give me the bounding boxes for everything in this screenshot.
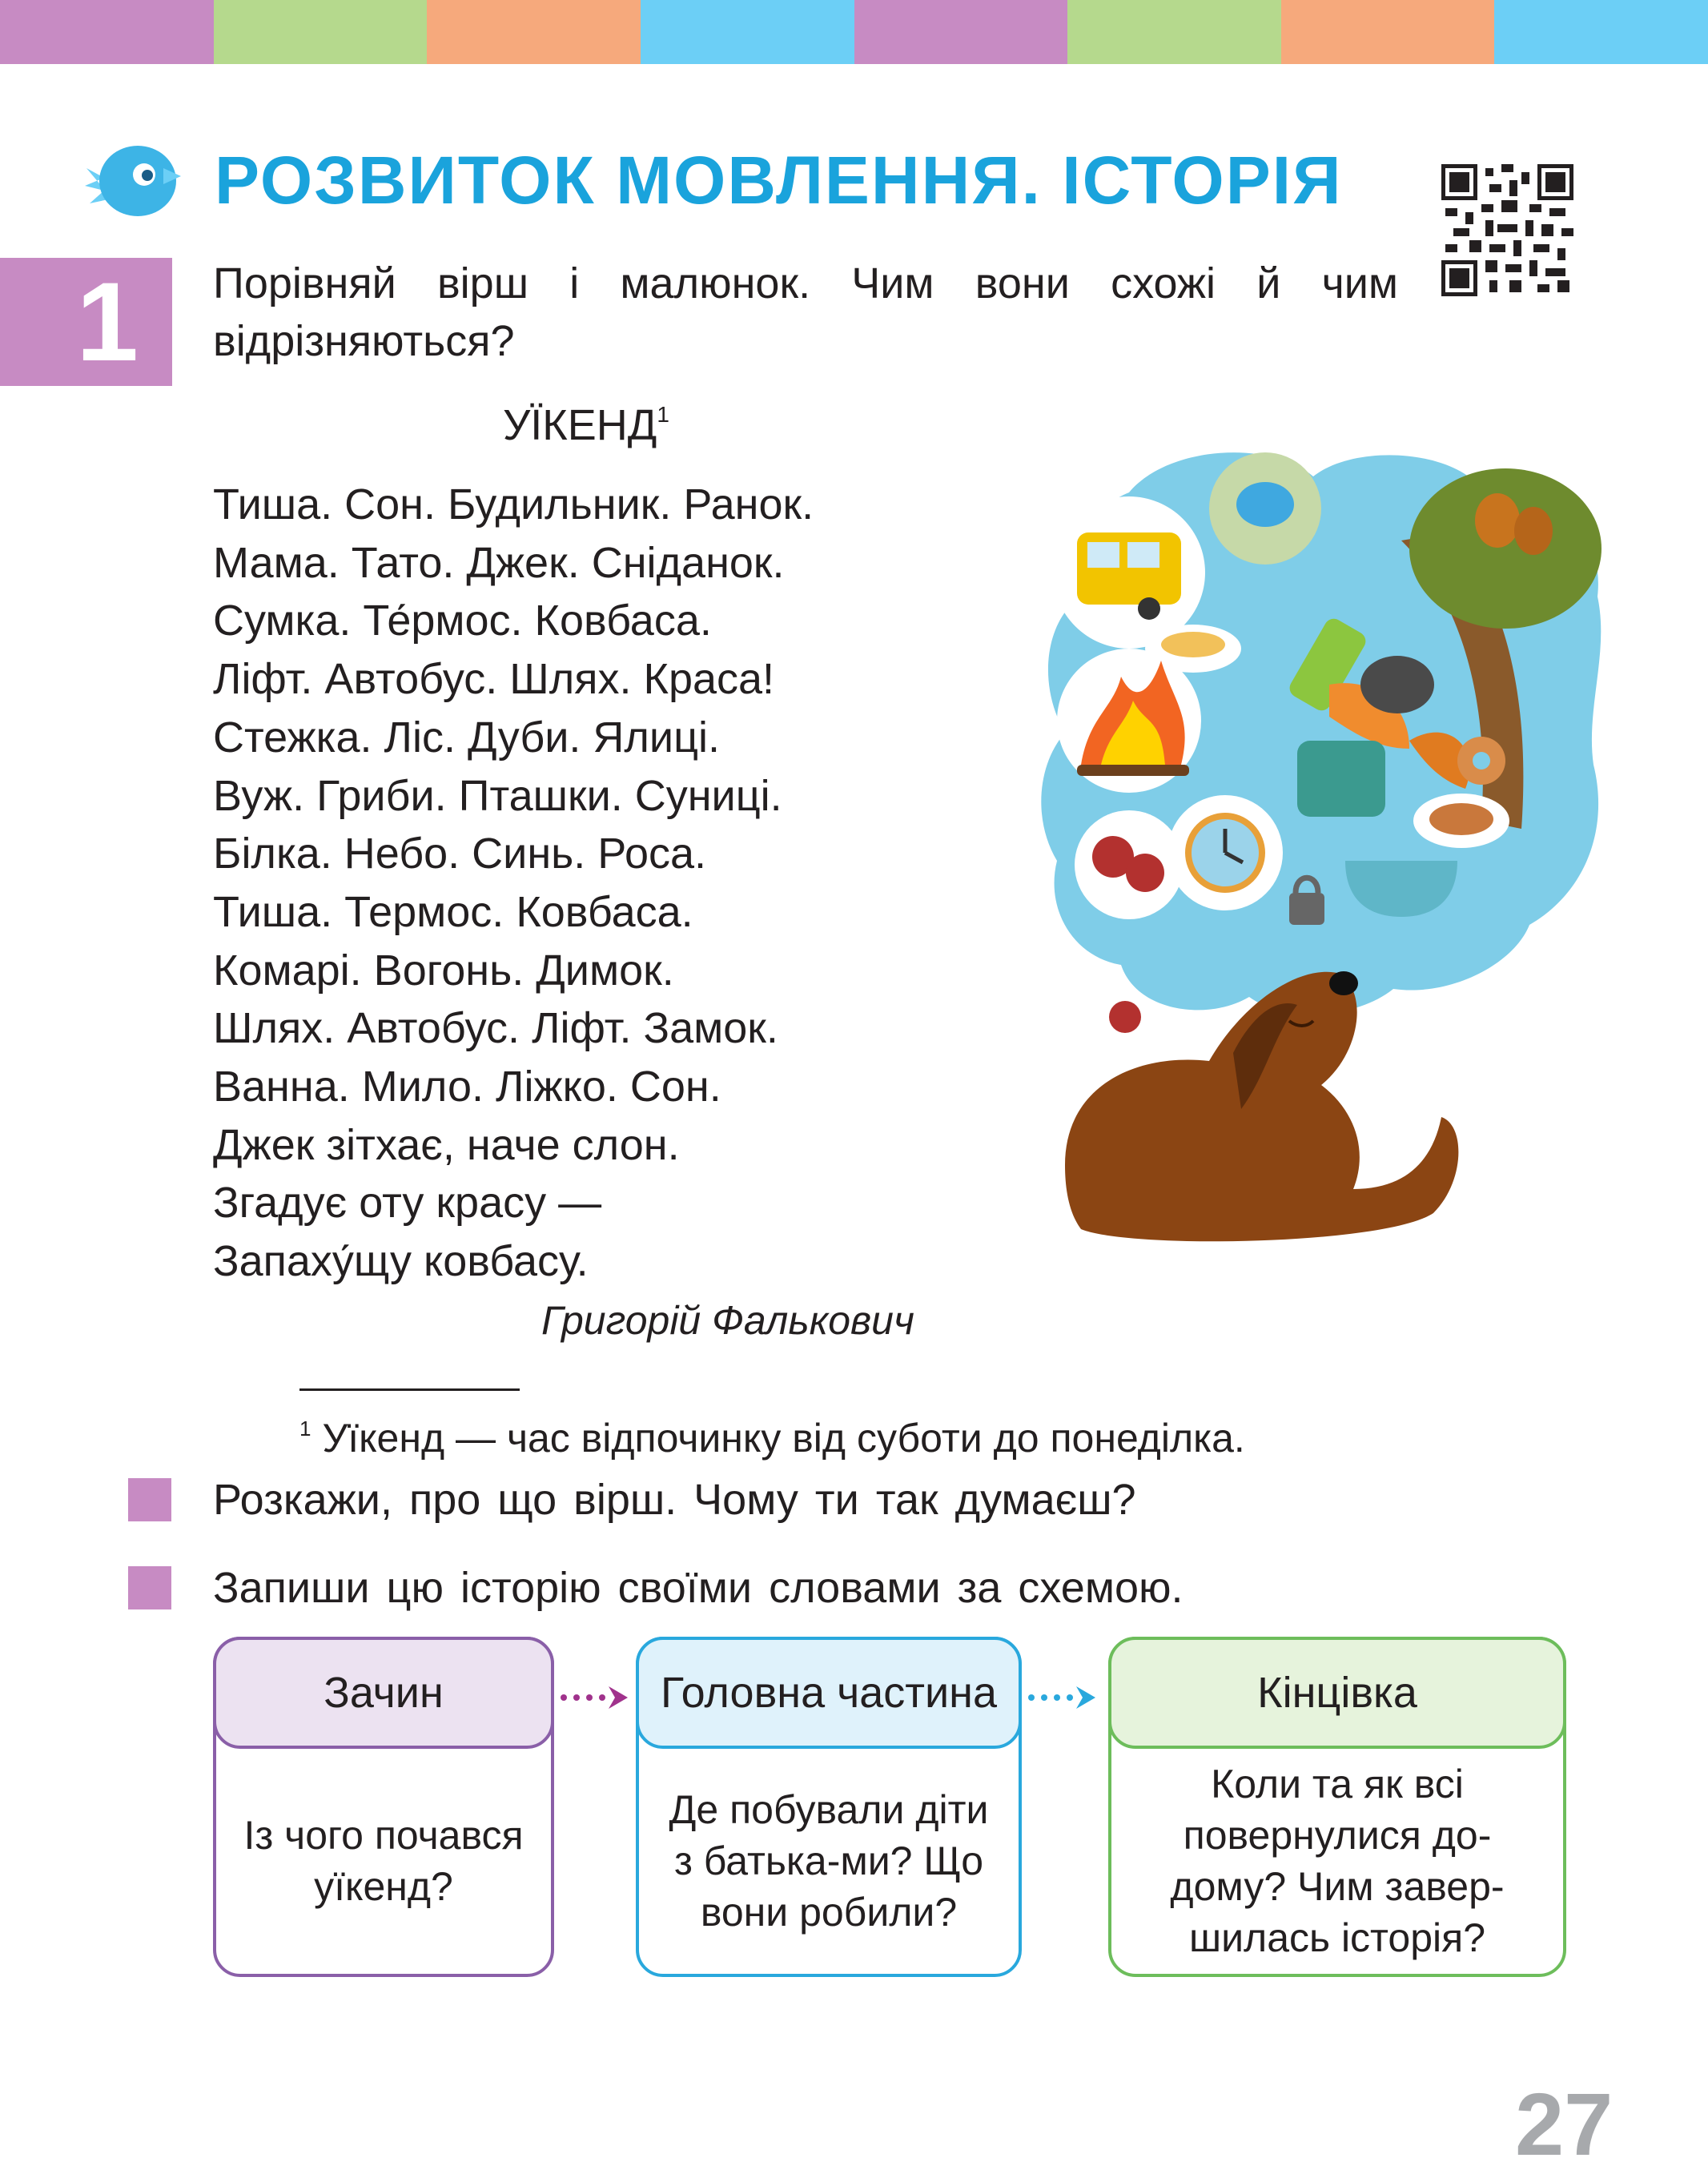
question-item xyxy=(128,1563,1184,1613)
band-segment xyxy=(427,0,641,64)
dreaming-dog-illustration xyxy=(1033,444,1610,1257)
page-title: РОЗВИТОК МОВЛЕННЯ. ІСТОРІЯ xyxy=(215,143,1343,218)
question-text: Запиши цю історію своїми словами за схемою. xyxy=(213,1564,1184,1612)
footnote-mark: 1 xyxy=(657,402,669,427)
task-instruction: Порівняй вірш і малюнок. Чим вони схожі й чим відрізняються? xyxy=(213,259,1398,365)
scheme-question: Де побували діти з батька-ми? Що вони робили? xyxy=(669,1786,989,1935)
poem-line: Ванна. Мило. Ліжко. Сон. xyxy=(213,1063,721,1111)
qr-code-icon[interactable] xyxy=(1441,164,1573,296)
poem-line: Білка. Небо. Синь. Роса. xyxy=(213,830,707,878)
footnote-text: Уїкенд — час відпочинку від суботи до понеділка. xyxy=(322,1416,1245,1461)
poem-line: Тиша. Сон. Будильник. Ранок. xyxy=(213,480,814,528)
top-color-band xyxy=(0,0,1708,64)
poem-line: Стежка. Ліс. Дуби. Ялиці. xyxy=(213,713,721,761)
band-segment xyxy=(1281,0,1495,64)
scheme-heading: Головна частина xyxy=(636,1637,1022,1749)
scheme-question: Коли та як всі повернулися до-дому? Чим завер-шилась історія? xyxy=(1170,1761,1505,1960)
scheme-question: Із чого почався уїкенд? xyxy=(243,1812,524,1909)
band-segment xyxy=(0,0,214,64)
band-segment xyxy=(641,0,854,64)
band-segment xyxy=(1067,0,1281,64)
task-number: 1 xyxy=(0,258,172,386)
question-text: Розкажи, про що вірш. Чому ти так думаєш? xyxy=(213,1476,1136,1524)
scheme-heading: Зачин xyxy=(213,1637,554,1749)
band-segment xyxy=(1494,0,1708,64)
footnote xyxy=(299,1403,1245,1464)
scheme-heading: Кінцівка xyxy=(1108,1637,1566,1749)
poem-title-text: УЇКЕНД xyxy=(503,401,657,449)
bird-icon xyxy=(80,136,184,224)
poem-line: Тиша. Термос. Ковбаса. xyxy=(213,887,693,936)
poem-line: Сумка. Те́рмос. Ковбаса. xyxy=(213,597,712,645)
poem-line: Ліфт. Автобус. Шлях. Краса! xyxy=(213,655,775,704)
poem-line: Вуж. Гриби. Пташки. Суниці. xyxy=(213,771,782,820)
poem-line: Комарі. Вогонь. Димок. xyxy=(213,946,674,995)
section-marker xyxy=(80,136,184,224)
question-item xyxy=(128,1475,1136,1525)
scheme-box-opening xyxy=(213,1637,554,1977)
dotted-arrow-icon xyxy=(1022,1682,1102,1714)
page-number: 27 xyxy=(1515,2076,1614,2174)
scheme-box-ending xyxy=(1108,1637,1566,1977)
footnote-mark: 1 xyxy=(299,1417,311,1441)
poem-body xyxy=(213,476,814,1291)
poem-line: Запаху́щу ковбасу. xyxy=(213,1237,589,1286)
footnote-divider xyxy=(299,1388,520,1391)
poem-line: Шлях. Автобус. Ліфт. Замок. xyxy=(213,1004,778,1053)
poem-line: Згадує оту красу — xyxy=(213,1179,602,1228)
scheme-box-main xyxy=(636,1637,1022,1977)
band-segment xyxy=(214,0,428,64)
square-bullet-icon xyxy=(128,1566,171,1609)
poem-author: Григорій Фалькович xyxy=(541,1298,914,1343)
poem-line: Джек зітхає, наче слон. xyxy=(213,1120,680,1169)
square-bullet-icon xyxy=(128,1478,171,1521)
band-segment xyxy=(854,0,1068,64)
dotted-arrow-icon xyxy=(554,1682,634,1714)
poem-title xyxy=(503,391,669,449)
poem-line: Мама. Тато. Джек. Сніданок. xyxy=(213,538,785,587)
